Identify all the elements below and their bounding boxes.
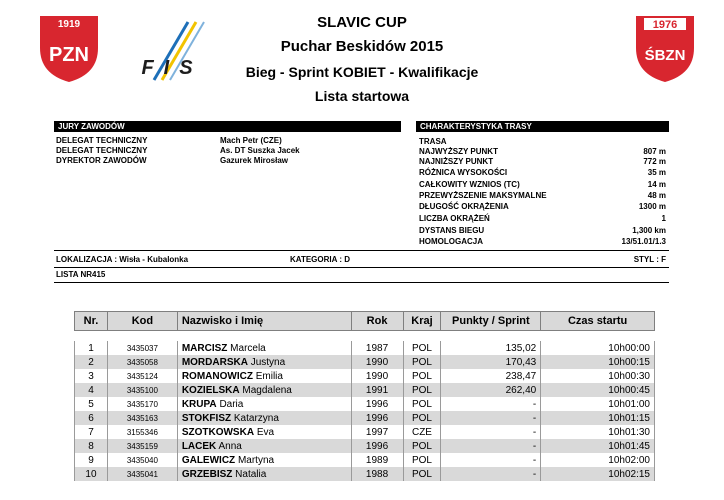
track-label: CAŁKOWITY WZNIOS (TC) (419, 180, 520, 189)
cell-nr: 1 (75, 341, 108, 355)
jury-role: DELEGAT TECHNICZNY (56, 136, 148, 145)
table-row (75, 453, 655, 467)
cell-name (177, 369, 351, 383)
cell-start-time: 10h00:30 (541, 369, 655, 383)
track-value: 1,300 km (632, 226, 666, 235)
divider (54, 282, 669, 283)
cell-name (177, 383, 351, 397)
divider (54, 250, 669, 251)
table-row (75, 411, 655, 425)
track-value: 13/51.01/1.3 (621, 237, 666, 246)
cell-kod: 3435058 (107, 355, 177, 369)
first-name: Martyna (237, 454, 275, 466)
sbzn-logo-year: 1976 (652, 19, 678, 31)
cell-points: 238,47 (441, 369, 541, 383)
first-name: Marcela (230, 342, 266, 354)
cell-nr: 6 (75, 411, 108, 425)
list-number: LISTA NR415 (56, 270, 106, 279)
table-row (75, 369, 655, 383)
track-label: HOMOLOGACJA (419, 237, 483, 246)
track-label: DYSTANS BIEGU (419, 226, 485, 235)
cell-name (177, 453, 351, 467)
col-header-points: Punkty / Sprint (441, 312, 541, 331)
cell-year: 1989 (351, 453, 403, 467)
cell-name (177, 411, 351, 425)
cell-kod: 3435159 (107, 439, 177, 453)
cell-nr: 5 (75, 397, 108, 411)
first-name: Justyna (250, 356, 286, 368)
cell-points: - (441, 397, 541, 411)
table-row (75, 397, 655, 411)
cell-nr: 8 (75, 439, 108, 453)
surname: MORDARSKA (181, 356, 248, 368)
cell-year: 1997 (351, 425, 403, 439)
pzn-logo-letters: PZN (49, 44, 89, 66)
track-label: LICZBA OKRĄŻEŃ (419, 214, 490, 223)
sbzn-logo-letters: ŚBZN (644, 47, 686, 64)
track-label: PRZEWYŻSZENIE MAKSYMALNE (419, 191, 547, 200)
cell-points: - (441, 467, 541, 481)
cell-country: POL (403, 369, 441, 383)
track-value: 1300 m (638, 202, 666, 211)
cell-points: - (441, 439, 541, 453)
col-header-year: Rok (351, 312, 403, 331)
event-title: SLAVIC CUP (317, 14, 407, 31)
table-header-row (75, 312, 655, 331)
cell-points: 135,02 (441, 341, 541, 355)
cell-country: POL (403, 411, 441, 425)
track-value: 772 m (643, 157, 666, 166)
cell-name (177, 355, 351, 369)
table-row (75, 341, 655, 355)
cell-country: POL (403, 341, 441, 355)
surname: LACEK (181, 440, 217, 452)
cell-country: CZE (403, 425, 441, 439)
cell-start-time: 10h01:15 (541, 411, 655, 425)
cell-year: 1991 (351, 383, 403, 397)
document-title: Lista startowa (314, 88, 410, 104)
cell-name (177, 467, 351, 481)
cell-start-time: 10h00:15 (541, 355, 655, 369)
race-title: Bieg - Sprint KOBIET - Kwalifikacje (245, 64, 479, 80)
cell-nr: 7 (75, 425, 108, 439)
cell-points: - (441, 425, 541, 439)
jury-role: DELEGAT TECHNICZNY (56, 146, 148, 155)
cell-name (177, 425, 351, 439)
track-value: 1 (661, 214, 666, 223)
cell-nr: 3 (75, 369, 108, 383)
cell-start-time: 10h00:45 (541, 383, 655, 397)
event-subtitle: Puchar Beskidów 2015 (280, 38, 444, 55)
cell-kod: 3435040 (107, 453, 177, 467)
cell-nr: 10 (75, 467, 108, 481)
first-name: Anna (218, 440, 242, 452)
jury-header: JURY ZAWODÓW (54, 121, 401, 132)
surname: GRZEBISZ (181, 468, 233, 480)
table-row (75, 355, 655, 369)
cell-nr: 2 (75, 355, 108, 369)
cell-kod: 3435037 (107, 341, 177, 355)
pzn-logo-year: 1919 (57, 19, 81, 30)
cell-points: - (441, 453, 541, 467)
jury-name: Mach Petr (CZE) (220, 136, 282, 145)
cell-start-time: 10h02:00 (541, 453, 655, 467)
cell-points: 170,43 (441, 355, 541, 369)
category: KATEGORIA : D (290, 255, 350, 264)
surname: ROMANOWICZ (181, 370, 253, 382)
first-name: Katarzyna (233, 412, 279, 424)
divider (54, 267, 669, 268)
track-value: 807 m (643, 147, 666, 156)
cell-country: POL (403, 397, 441, 411)
jury-role: DYREKTOR ZAWODÓW (56, 156, 147, 165)
cell-kod: 3435100 (107, 383, 177, 397)
first-name: Natalia (235, 468, 267, 480)
table-row (75, 439, 655, 453)
cell-name (177, 397, 351, 411)
surname: KOZIELSKA (181, 384, 240, 396)
surname: KRUPA (181, 398, 217, 410)
cell-year: 1996 (351, 439, 403, 453)
table-row (75, 467, 655, 481)
track-label: RÓŻNICA WYSOKOŚCI (419, 168, 508, 177)
cell-kod: 3155346 (107, 425, 177, 439)
first-name: Emilia (255, 370, 283, 382)
first-name: Magdalena (242, 384, 292, 396)
cell-kod: 3435163 (107, 411, 177, 425)
surname: GALEWICZ (181, 454, 236, 466)
cell-start-time: 10h01:30 (541, 425, 655, 439)
location: LOKALIZACJA : Wisła - Kubalonka (56, 255, 189, 264)
cell-nr: 4 (75, 383, 108, 397)
cell-points: 262,40 (441, 383, 541, 397)
surname: MARCISZ (181, 342, 228, 354)
col-header-name: Nazwisko i Imię (177, 312, 351, 331)
cell-start-time: 10h02:15 (541, 467, 655, 481)
track-label: NAJWYŻSZY PUNKT (419, 147, 498, 156)
cell-name (177, 341, 351, 355)
track-value: 35 m (647, 168, 666, 177)
cell-kod: 3435041 (107, 467, 177, 481)
cell-name (177, 439, 351, 453)
track-label: TRASA (419, 137, 447, 146)
col-header-start-time: Czas startu (541, 312, 655, 331)
surname: SZOTKOWSKA (181, 426, 255, 438)
track-label: NAJNIŻSZY PUNKT (419, 157, 494, 166)
first-name: Eva (256, 426, 275, 438)
jury-name: Gazurek Mirosław (220, 156, 289, 165)
cell-country: POL (403, 453, 441, 467)
cell-nr: 9 (75, 453, 108, 467)
cell-year: 1987 (351, 341, 403, 355)
cell-start-time: 10h00:00 (541, 341, 655, 355)
cell-start-time: 10h01:45 (541, 439, 655, 453)
cell-year: 1990 (351, 369, 403, 383)
cell-country: POL (403, 355, 441, 369)
cell-start-time: 10h01:00 (541, 397, 655, 411)
cell-year: 1990 (351, 355, 403, 369)
cell-country: POL (403, 439, 441, 453)
jury-name: As. DT Suszka Jacek (220, 146, 300, 155)
track-value: 14 m (647, 180, 666, 189)
cell-kod: 3435170 (107, 397, 177, 411)
track-label: DŁUGOŚĆ OKRĄŻENIA (419, 202, 509, 211)
cell-country: POL (403, 467, 441, 481)
table-row (75, 383, 655, 397)
track-value: 48 m (647, 191, 666, 200)
cell-country: POL (403, 383, 441, 397)
first-name: Daria (219, 398, 244, 410)
cell-year: 1996 (351, 397, 403, 411)
col-header-nr: Nr. (75, 312, 108, 331)
fis-logo-letters: FIS (141, 57, 203, 79)
track-header: CHARAKTERYSTYKA TRASY (416, 121, 669, 132)
cell-year: 1988 (351, 467, 403, 481)
col-header-country: Kraj (403, 312, 441, 331)
surname: STOKFISZ (181, 412, 232, 424)
style: STYL : F (633, 255, 666, 264)
cell-year: 1996 (351, 411, 403, 425)
cell-points: - (441, 411, 541, 425)
col-header-kod: Kod (107, 312, 177, 331)
cell-kod: 3435124 (107, 369, 177, 383)
start-list-table (74, 311, 655, 481)
table-row (75, 425, 655, 439)
